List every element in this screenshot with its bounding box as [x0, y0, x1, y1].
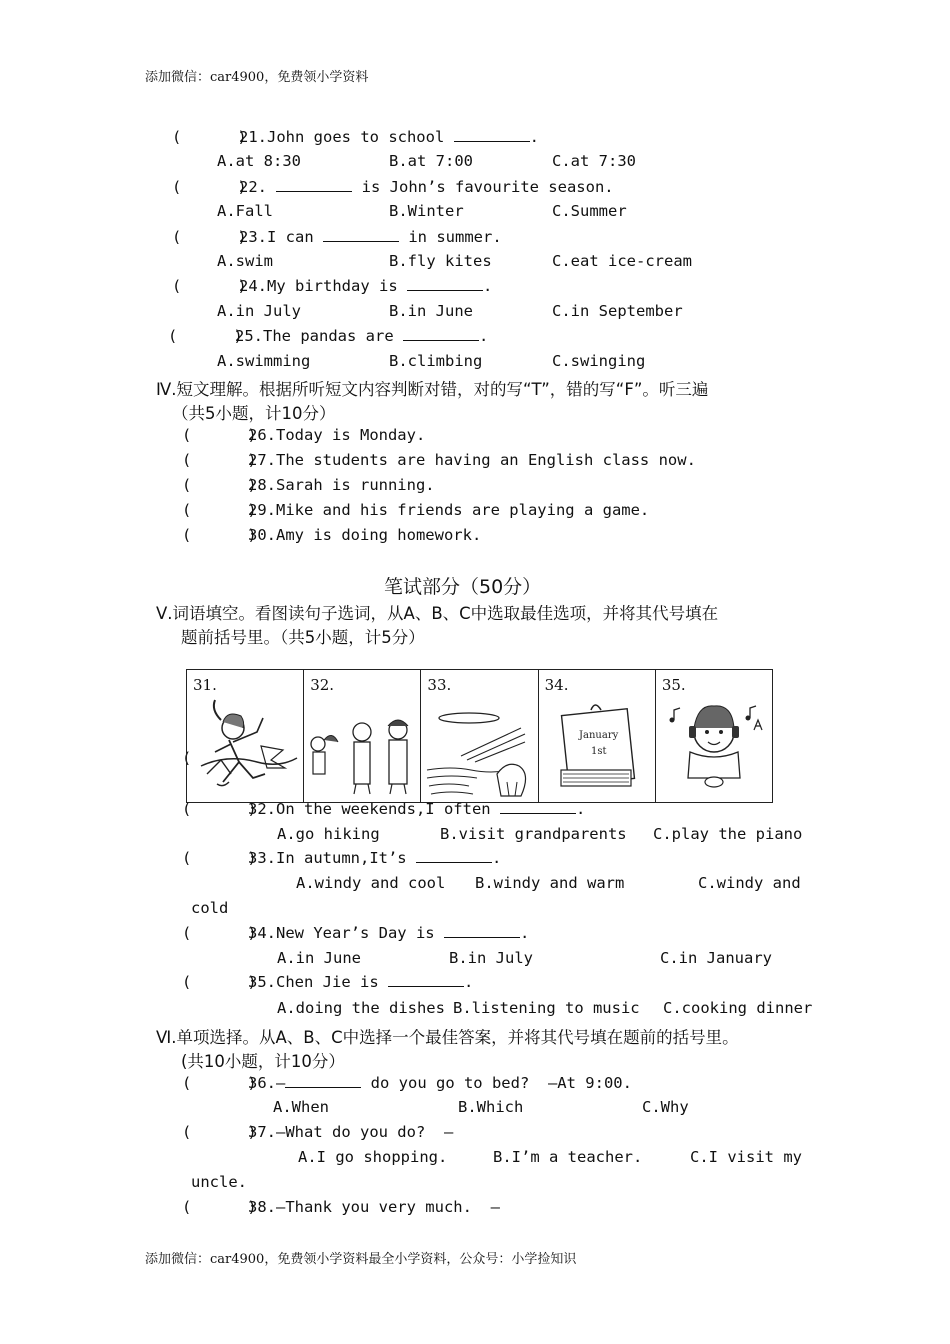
answer-blank[interactable]	[388, 973, 464, 987]
answer-paren[interactable]: ( )	[182, 849, 257, 867]
answer-paren[interactable]: ( )	[182, 1198, 257, 1216]
question-31-paren: (	[182, 749, 192, 767]
answer-paren[interactable]: ( )	[182, 800, 257, 818]
question-text: 33.In autumn,It’s	[248, 849, 407, 867]
answer-blank[interactable]	[416, 849, 492, 863]
option-c[interactable]: C.eat ice-cream	[552, 252, 692, 270]
answer-paren[interactable]: ( )	[182, 476, 257, 494]
option-a[interactable]: A.doing the dishes	[277, 999, 445, 1017]
option-b[interactable]: B.I’m a teacher.	[493, 1148, 643, 1166]
option-c[interactable]: C.Summer	[552, 202, 627, 220]
calendar-month-text: January	[578, 730, 618, 741]
question-text: .	[464, 973, 474, 991]
answer-blank[interactable]	[444, 924, 520, 938]
option-b[interactable]: B.Winter	[389, 202, 464, 220]
question-23	[239, 228, 502, 246]
picture-number: 33.	[427, 676, 452, 694]
option-c[interactable]: C.in September	[552, 302, 683, 320]
option-a[interactable]: A.I go shopping.	[298, 1148, 448, 1166]
answer-blank[interactable]	[500, 800, 576, 814]
question-34	[248, 924, 529, 942]
question-33	[248, 849, 501, 867]
option-a[interactable]: A.windy and cool	[296, 874, 446, 892]
question-text: .	[483, 277, 493, 295]
question-35	[248, 973, 473, 991]
answer-paren[interactable]: ( )	[168, 327, 243, 345]
section4-subtitle: （共5小题，计10分）	[172, 404, 336, 423]
statement-29: 29.Mike and his friends are playing a game.	[248, 501, 650, 519]
answer-blank[interactable]	[323, 228, 399, 242]
answer-paren[interactable]: ( )	[182, 526, 257, 544]
picture-strip	[186, 669, 773, 803]
statement-27: 27.The students are having an English class now.	[248, 451, 696, 469]
answer-paren[interactable]: ( )	[172, 228, 247, 246]
picture-34	[539, 670, 656, 802]
question-text: .	[519, 924, 530, 942]
picture-number: 32.	[310, 676, 335, 694]
answer-paren[interactable]: ( )	[172, 128, 247, 146]
question-text: The pandas are	[263, 327, 394, 345]
option-b[interactable]: B.in June	[389, 302, 473, 320]
answer-blank[interactable]	[285, 1074, 361, 1088]
answer-blank[interactable]	[276, 178, 352, 192]
question-38: 38.—Thank you very much. —	[248, 1198, 500, 1216]
option-c-wrap: uncle.	[191, 1173, 247, 1191]
option-b[interactable]: B.Which	[458, 1098, 524, 1116]
option-b[interactable]: B.visit grandparents	[440, 825, 627, 843]
option-c[interactable]: C.at 7:30	[552, 152, 636, 170]
option-c[interactable]: C.Why	[642, 1098, 689, 1116]
option-c[interactable]: C.swinging	[552, 352, 646, 370]
question-text: John goes to school	[267, 128, 445, 146]
answer-blank[interactable]	[454, 128, 530, 142]
option-b[interactable]: B.windy and warm	[475, 874, 625, 892]
option-b[interactable]: B.fly kites	[389, 252, 492, 270]
answer-paren[interactable]: ( )	[182, 451, 257, 469]
option-a[interactable]: A.go hiking	[277, 825, 380, 843]
answer-blank[interactable]	[403, 327, 479, 341]
option-b[interactable]: B.climbing	[389, 352, 483, 370]
picture-number: 35.	[661, 676, 686, 694]
question-25	[235, 327, 488, 345]
option-c-wrap: cold	[191, 899, 229, 917]
girl-hiking-illustration	[187, 670, 303, 801]
option-c[interactable]: C.cooking dinner	[663, 999, 813, 1017]
written-part-title: 笔试部分（50分）	[384, 576, 542, 598]
question-21	[239, 128, 539, 146]
picture-32	[304, 670, 421, 802]
calendar-day-text: 1st	[590, 746, 607, 757]
listening-music-illustration	[656, 670, 772, 801]
question-24	[239, 277, 492, 295]
answer-paren[interactable]: ( )	[172, 277, 247, 295]
question-text: in summer.	[399, 228, 502, 246]
page-footer: 添加微信：car4900，免费领小学资料最全小学资料，公众号：小学捡知识	[145, 1252, 577, 1267]
question-36	[248, 1074, 632, 1092]
picture-number: 31.	[193, 676, 217, 694]
section4-title: Ⅳ.短文理解。根据所听短文内容判断对错，对的写“T”，错的写“F”。听三遍	[156, 380, 709, 399]
option-c[interactable]: C.in January	[660, 949, 772, 967]
page-header: 添加微信：car4900，免费领小学资料	[145, 70, 369, 85]
visit-grandparents-illustration	[304, 670, 420, 801]
option-b[interactable]: B.in July	[449, 949, 533, 967]
question-number: 22.	[239, 178, 267, 196]
question-text: My birthday is	[267, 277, 398, 295]
question-text: 36.—	[248, 1074, 286, 1092]
section6-title: Ⅵ.单项选择。从A、B、C中选择一个最佳答案，并将其代号填在题前的括号里。	[156, 1028, 739, 1047]
statement-30: 30.Amy is doing homework.	[248, 526, 482, 544]
option-b[interactable]: B.listening to music	[453, 999, 640, 1017]
option-a[interactable]: A.When	[273, 1098, 329, 1116]
question-text: 35.Chen Jie is	[248, 973, 379, 991]
option-a[interactable]: A.in July	[217, 302, 301, 320]
windy-autumn-illustration	[421, 670, 537, 801]
question-text: .	[491, 849, 502, 867]
question-text: do you go to bed? —At 9:00.	[361, 1074, 632, 1092]
answer-paren[interactable]: ( )	[182, 1074, 257, 1092]
picture-33	[421, 670, 538, 802]
question-32	[248, 800, 585, 818]
question-text: is John’s favourite season.	[352, 178, 614, 196]
answer-paren[interactable]: ( )	[182, 501, 257, 519]
option-b[interactable]: B.at 7:00	[389, 152, 473, 170]
section6-subtitle: (共10小题，计10分）	[181, 1052, 345, 1071]
question-number: 25.	[235, 327, 263, 345]
question-number: 24.	[239, 277, 267, 295]
option-c[interactable]: C.I visit my	[690, 1148, 802, 1166]
option-a[interactable]: A.at 8:30	[217, 152, 301, 170]
question-number: 21.	[239, 128, 267, 146]
answer-paren[interactable]: ( )	[182, 973, 257, 991]
question-text: .	[479, 327, 489, 345]
picture-35	[656, 670, 772, 802]
section5-title: Ⅴ.词语填空。看图读句子选词，从A、B、C中选取最佳选项，并将其代号填在	[156, 604, 719, 623]
option-a[interactable]: A.Fall	[217, 202, 273, 220]
statement-28: 28.Sarah is running.	[248, 476, 435, 494]
option-a[interactable]: A.in June	[277, 949, 361, 967]
statement-26: 26.Today is Monday.	[248, 426, 426, 444]
answer-paren[interactable]: ( )	[172, 178, 247, 196]
option-a[interactable]: A.swimming	[217, 352, 311, 370]
picture-31	[187, 670, 304, 802]
question-text: 32.On the weekends,I often	[248, 800, 491, 818]
question-text: I can	[267, 228, 314, 246]
question-text: 34.New Year’s Day is	[248, 924, 435, 942]
question-text: .	[529, 128, 539, 146]
answer-blank[interactable]	[407, 277, 483, 291]
answer-paren[interactable]: ( )	[182, 426, 257, 444]
answer-paren[interactable]: ( )	[182, 924, 257, 942]
option-c[interactable]: C.windy and	[698, 874, 801, 892]
question-text: .	[575, 800, 586, 818]
question-37: 37.—What do you do? —	[248, 1123, 454, 1141]
question-number: 23.	[239, 228, 267, 246]
picture-number: 34.	[544, 676, 569, 694]
calendar-illustration	[539, 670, 655, 801]
section5-subtitle: 题前括号里。（共5小题，计5分）	[181, 628, 425, 647]
option-a[interactable]: A.swim	[217, 252, 273, 270]
question-22	[239, 178, 614, 196]
answer-paren[interactable]: ( )	[182, 1123, 257, 1141]
option-c[interactable]: C.play the piano	[653, 825, 803, 843]
